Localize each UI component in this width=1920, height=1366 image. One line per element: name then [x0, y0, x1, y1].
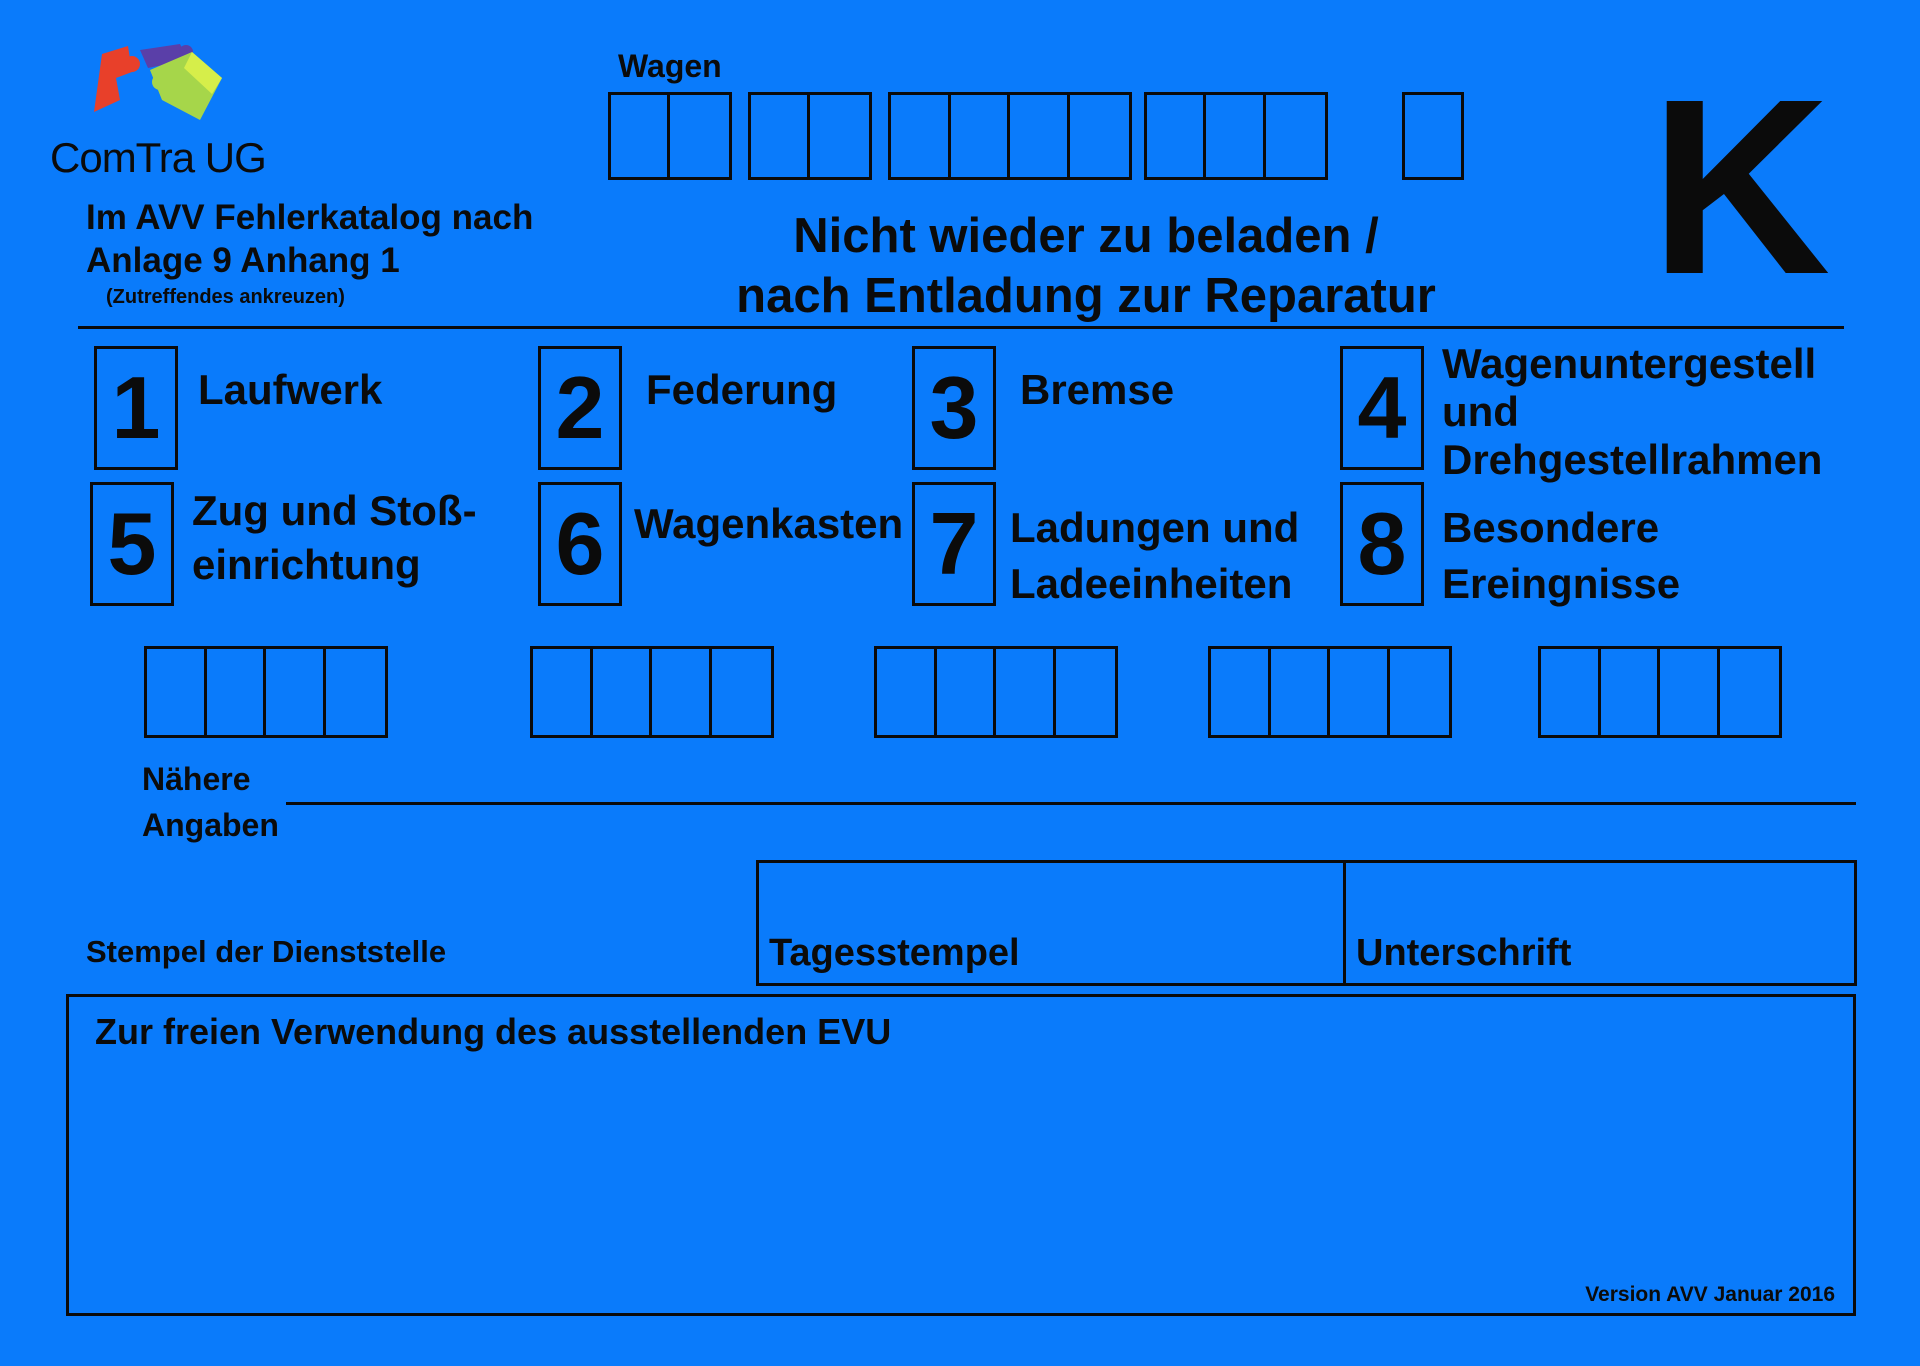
category-3-checkbox[interactable]: 3: [912, 346, 996, 470]
fault-code-field-2: [530, 646, 774, 738]
code-digit-box[interactable]: [593, 649, 653, 735]
details-label-line-1: Nähere: [142, 761, 251, 797]
code-digit-box[interactable]: [1330, 649, 1390, 735]
code-digit-box[interactable]: [1720, 649, 1779, 735]
code-digit-box[interactable]: [1056, 649, 1115, 735]
fault-code-field-5: [1538, 646, 1782, 738]
version-note: Version AVV Januar 2016: [1585, 1283, 1835, 1306]
code-digit-box[interactable]: [877, 649, 937, 735]
fault-code-field-1: [144, 646, 388, 738]
category-label-line: Wagenuntergestell: [1442, 340, 1817, 387]
code-digit-box[interactable]: [1211, 649, 1271, 735]
free-use-title: Zur freien Verwendung des ausstellenden EVU: [95, 1011, 892, 1052]
code-digit-box[interactable]: [1660, 649, 1720, 735]
day-stamp-label: Tagesstempel: [769, 932, 1020, 974]
headline-line-1: Nicht wieder zu beladen /: [793, 209, 1379, 263]
brand-name: ComTra UG: [50, 134, 266, 181]
category-2-checkbox[interactable]: 2: [538, 346, 622, 470]
wagen-number-group-3: [888, 92, 1132, 180]
category-6-label: [634, 500, 903, 548]
category-label-line: Drehgestellrahmen: [1442, 436, 1823, 483]
details-input-line[interactable]: [286, 802, 1856, 805]
details-label: [142, 756, 279, 848]
wagen-digit-box[interactable]: [951, 95, 1011, 177]
code-digit-box[interactable]: [533, 649, 593, 735]
check-hint: (Zutreffendes ankreuzen): [106, 286, 345, 308]
wagen-digit-box[interactable]: [1266, 95, 1325, 177]
code-digit-box[interactable]: [1271, 649, 1331, 735]
signature-label: Unterschrift: [1356, 932, 1572, 974]
headline-line-2: nach Entladung zur Reparatur: [736, 269, 1436, 323]
wagen-digit-box[interactable]: [751, 95, 810, 177]
category-8-checkbox[interactable]: 8: [1340, 482, 1424, 606]
signature-field[interactable]: [1343, 860, 1857, 986]
wagen-digit-box[interactable]: [1206, 95, 1265, 177]
code-digit-box[interactable]: [996, 649, 1056, 735]
wagen-digit-box[interactable]: [1070, 95, 1129, 177]
category-label-line: Ereingnisse: [1442, 560, 1681, 607]
category-2-label: [646, 366, 837, 414]
category-label-line: und: [1442, 388, 1519, 435]
category-3-label: [1020, 366, 1174, 414]
code-digit-box[interactable]: [652, 649, 712, 735]
category-label-line: Ladeeinheiten: [1010, 560, 1293, 607]
wagen-digit-box[interactable]: [1147, 95, 1206, 177]
category-7-label: [1010, 500, 1299, 612]
wagen-digit-box[interactable]: [1405, 95, 1461, 177]
wagen-number-group-4: [1144, 92, 1328, 180]
wagen-number-group-1: [608, 92, 732, 180]
category-label-line: Besondere: [1442, 504, 1660, 551]
header-divider: [78, 326, 1844, 329]
code-digit-box[interactable]: [712, 649, 771, 735]
category-label-line: Wagenkasten: [634, 500, 904, 547]
category-label-line: Zug und Stoß-: [192, 487, 477, 534]
puzzle-logo-icon: [88, 42, 238, 142]
catalog-line-1: Im AVV Fehlerkatalog nach: [86, 198, 534, 237]
wagen-number-group-2: [748, 92, 872, 180]
wagen-digit-box[interactable]: [611, 95, 670, 177]
wagen-digit-box[interactable]: [670, 95, 729, 177]
category-5-checkbox[interactable]: 5: [90, 482, 174, 606]
code-digit-box[interactable]: [147, 649, 207, 735]
catalog-reference: [86, 196, 533, 282]
wagen-check-digit-box: [1402, 92, 1464, 180]
category-5-label: [192, 484, 477, 592]
category-7-checkbox[interactable]: 7: [912, 482, 996, 606]
code-digit-box[interactable]: [266, 649, 326, 735]
code-digit-box[interactable]: [1601, 649, 1661, 735]
wagen-digit-box[interactable]: [891, 95, 951, 177]
category-label-line: Ladungen und: [1010, 504, 1300, 551]
details-label-line-2: Angaben: [142, 807, 279, 843]
category-label-line: einrichtung: [192, 541, 421, 588]
category-label-line: Federung: [646, 366, 838, 413]
catalog-line-2: Anlage 9 Anhang 1: [86, 241, 400, 280]
category-1-label: [198, 366, 382, 414]
category-label-line: Bremse: [1020, 366, 1175, 413]
category-8-label: [1442, 500, 1680, 612]
day-stamp-field[interactable]: [756, 860, 1346, 986]
headline: [586, 206, 1586, 326]
category-6-checkbox[interactable]: 6: [538, 482, 622, 606]
category-1-checkbox[interactable]: 1: [94, 346, 178, 470]
category-4-checkbox[interactable]: 4: [1340, 346, 1424, 470]
code-digit-box[interactable]: [1390, 649, 1449, 735]
category-4-label: [1442, 340, 1822, 484]
fault-code-field-3: [874, 646, 1118, 738]
office-stamp-label: Stempel der Dienststelle: [86, 934, 447, 969]
free-use-area[interactable]: [66, 994, 1856, 1316]
label-letter: K: [1650, 47, 1831, 326]
code-digit-box[interactable]: [1541, 649, 1601, 735]
code-digit-box[interactable]: [326, 649, 385, 735]
fault-code-field-4: [1208, 646, 1452, 738]
wagen-digit-box[interactable]: [810, 95, 869, 177]
wagen-digit-box[interactable]: [1010, 95, 1070, 177]
category-label-line: Laufwerk: [198, 366, 383, 413]
code-digit-box[interactable]: [207, 649, 267, 735]
code-digit-box[interactable]: [937, 649, 997, 735]
wagen-label: Wagen: [618, 48, 722, 84]
